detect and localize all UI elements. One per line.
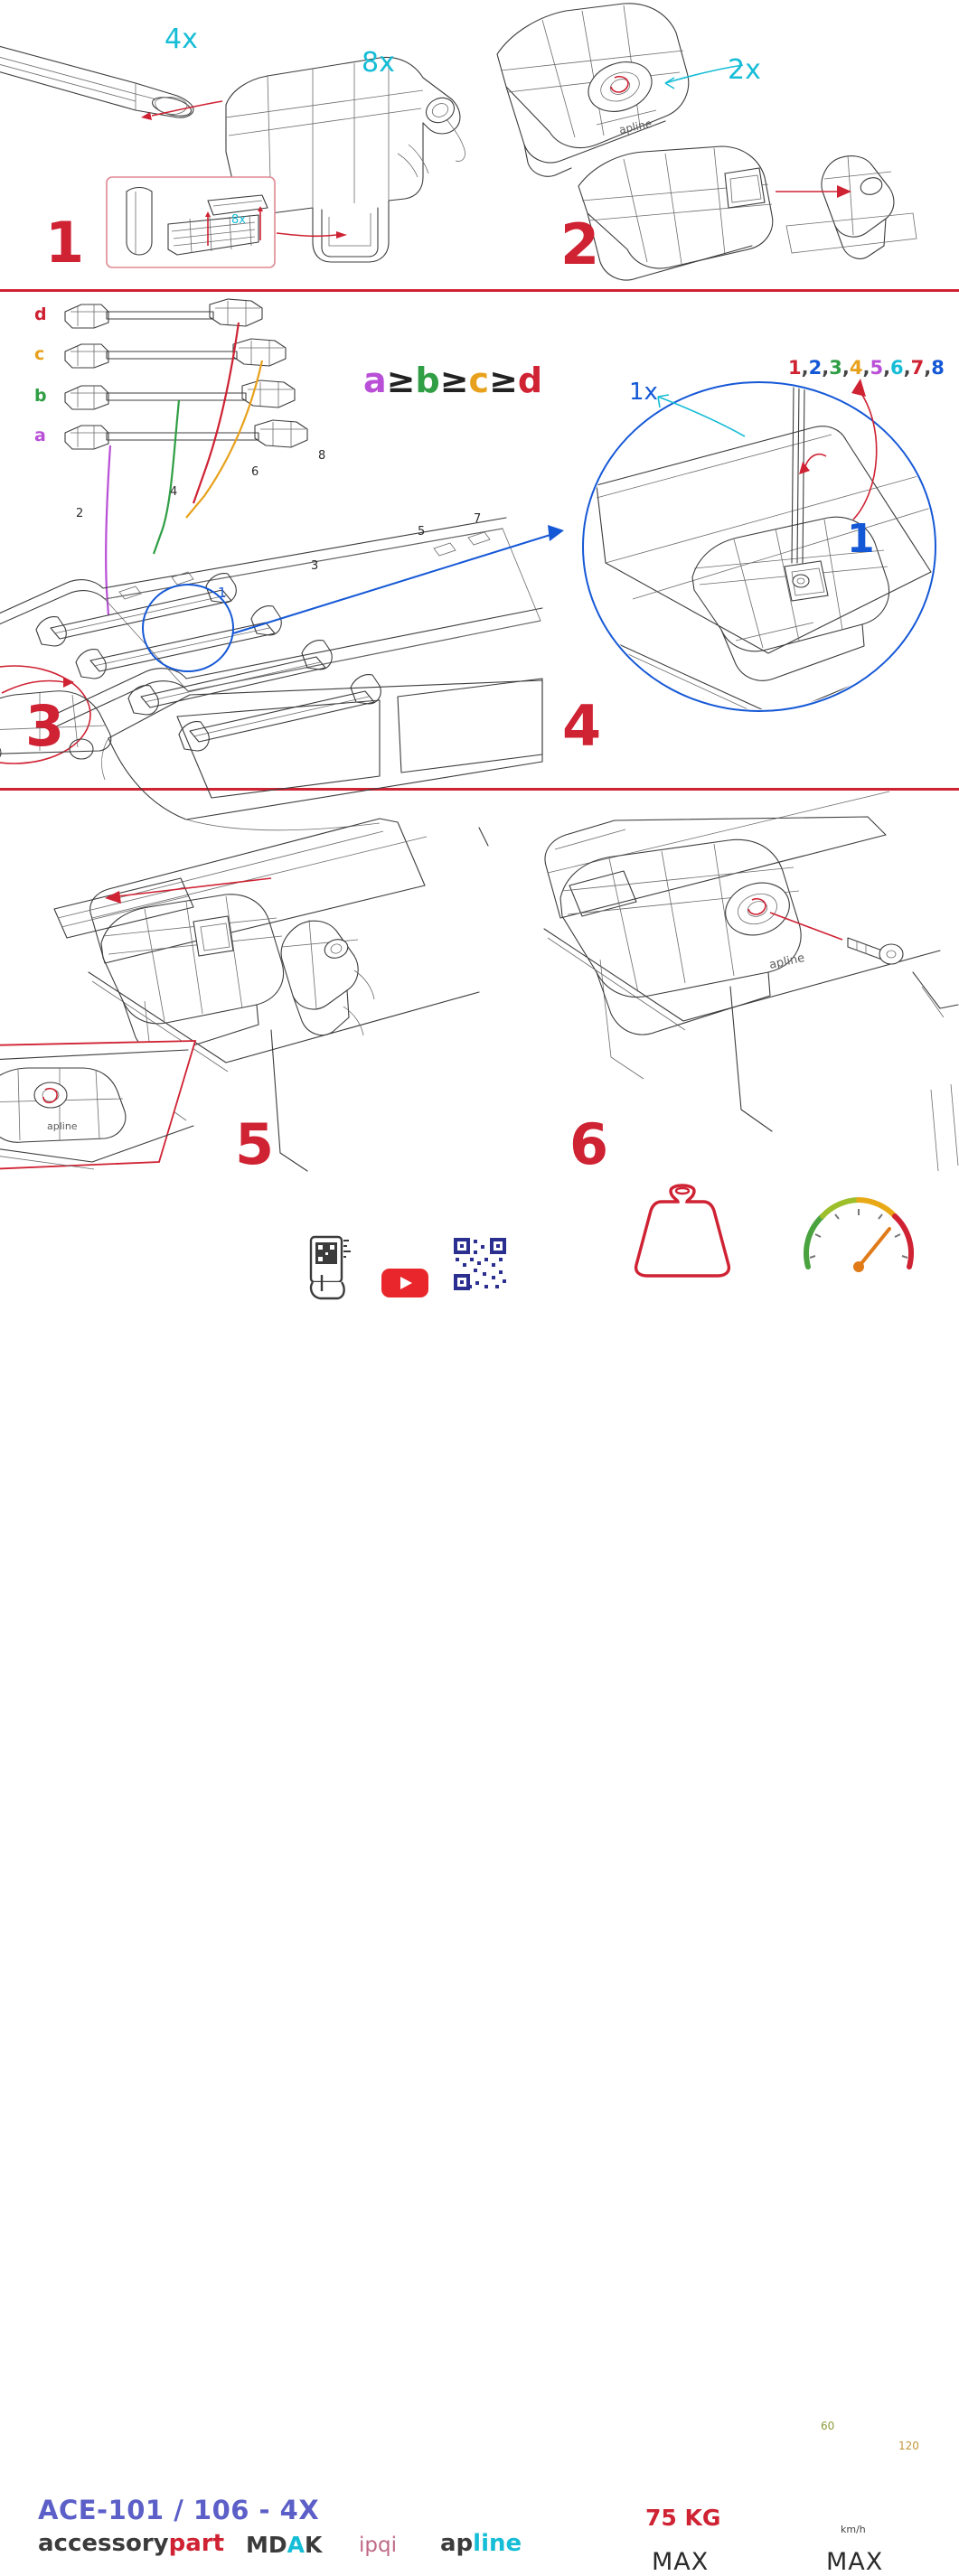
youtube-icon[interactable]: [380, 1265, 430, 1301]
position-label-2: 2: [76, 507, 84, 520]
order-7: 7: [910, 357, 925, 379]
inset-detail-locked-foot: [0, 1041, 195, 1171]
inequality-op-1: ≥: [386, 361, 416, 400]
key-remove-arrow: [770, 913, 842, 940]
step-2-panel: [488, 0, 959, 287]
quantity-foot-8x: 8x: [362, 47, 395, 79]
quantity-bar-4x: 4x: [165, 23, 198, 55]
order-4: 4: [849, 357, 863, 379]
qr-scan-phone-icon[interactable]: [304, 1235, 354, 1302]
mapping-curve-b: [154, 400, 179, 554]
order-8: 8: [931, 357, 945, 379]
weight-max-label: MAX: [652, 2548, 710, 2576]
apline-ap-text: ap: [440, 2530, 474, 2557]
inequality-c: c: [468, 361, 490, 400]
position-label-3: 3: [311, 559, 319, 573]
leader-line-allen-key: [658, 397, 745, 436]
order-1: 1: [788, 357, 802, 379]
svg-text:apline: apline: [767, 951, 806, 972]
tighten-order-sequence: 1,2,3,4,5,6,7,8: [788, 357, 945, 379]
step-number-1: 1: [45, 210, 85, 276]
section-divider-2: [0, 788, 959, 791]
weight-limit-value: 75 KG: [645, 2505, 721, 2531]
qr-code-icon[interactable]: [452, 1236, 508, 1292]
svg-text:apline: apline: [617, 117, 653, 136]
bar-label-c: c: [34, 344, 45, 364]
position-label-5: 5: [418, 525, 426, 539]
leader-line-inset: [277, 233, 336, 236]
step-4-panel: [542, 292, 959, 787]
step-number-3: 3: [25, 693, 65, 759]
inset-detail-rubber-pad: [107, 177, 275, 267]
inequality-d: d: [517, 361, 543, 400]
turn-step-label: 1: [847, 516, 875, 562]
step-6-illustration: [488, 792, 959, 1236]
speed-unit-label: km/h: [841, 2524, 866, 2535]
svg-text:apline: apline: [47, 1120, 78, 1132]
mdak-tail: K: [305, 2532, 323, 2558]
key-drawing: [848, 938, 903, 964]
inequality-b: b: [415, 361, 440, 400]
order-3: 3: [829, 357, 842, 379]
brand-accessory-text: accessory: [38, 2530, 169, 2557]
rotate-arrow-small: [804, 454, 826, 469]
mdak-text: MD: [246, 2532, 287, 2558]
position-label-1-highlight: 1: [218, 585, 227, 601]
position-label-6: 6: [251, 465, 259, 479]
inequality-op-2: ≥: [439, 361, 469, 400]
bar-variants-drawing: [65, 299, 307, 449]
order-6: 6: [890, 357, 904, 379]
ipqi-logo: ipqi: [359, 2534, 397, 2557]
footer: [0, 1236, 959, 2576]
foot-cover-removal-drawing: [578, 146, 917, 280]
brand-part-text: part: [168, 2530, 225, 2557]
speed-max-label: MAX: [826, 2548, 884, 2576]
bar-length-inequality: [363, 361, 542, 400]
mapping-curve-a: [106, 445, 110, 615]
quantity-cover-2x: 2x: [728, 54, 761, 86]
step-number-4: 4: [562, 693, 602, 759]
step-5-panel: [0, 792, 488, 1236]
speed-tick-60: 60: [821, 2420, 835, 2432]
mdak-logo: [246, 2532, 322, 2558]
detail-callout-arrow: [233, 534, 553, 633]
step-6-panel: [488, 792, 959, 1236]
step-number-2: 2: [560, 211, 600, 277]
step-3-panel: [0, 292, 542, 787]
position-label-7: 7: [474, 512, 482, 526]
inequality-a: a: [363, 361, 387, 400]
speed-limit-icon: [795, 1180, 922, 1285]
quantity-inset-8x: 8x: [231, 213, 246, 227]
car-roof-assembly-drawing: [0, 518, 542, 830]
inequality-op-3: ≥: [489, 361, 518, 400]
model-code: ACE-101 / 106 - 4X: [38, 2495, 320, 2525]
step-2-illustration: [488, 0, 959, 287]
step-1-panel: [0, 0, 488, 287]
speed-tick-120: 120: [898, 2440, 919, 2452]
brand-logo: [38, 2530, 224, 2557]
bar-label-a: a: [34, 426, 46, 445]
position-label-4: 4: [170, 485, 178, 499]
apline-line-text: line: [473, 2530, 522, 2557]
foot-detail-drawing: [597, 426, 945, 724]
position-label-8: 8: [318, 449, 326, 463]
step-number-5: 5: [235, 1111, 275, 1177]
order-2: 2: [808, 357, 823, 379]
bar-label-b: b: [34, 386, 47, 406]
step-number-6: 6: [569, 1111, 609, 1177]
mdak-accent: A: [287, 2532, 305, 2558]
weight-limit-icon: [624, 1182, 741, 1281]
quantity-allen-key-1x: 1x: [629, 379, 658, 406]
apline-logo: [440, 2530, 522, 2557]
bar-label-d: d: [34, 304, 47, 324]
order-5: 5: [870, 357, 884, 379]
detail-zoom-circle: [583, 382, 935, 711]
